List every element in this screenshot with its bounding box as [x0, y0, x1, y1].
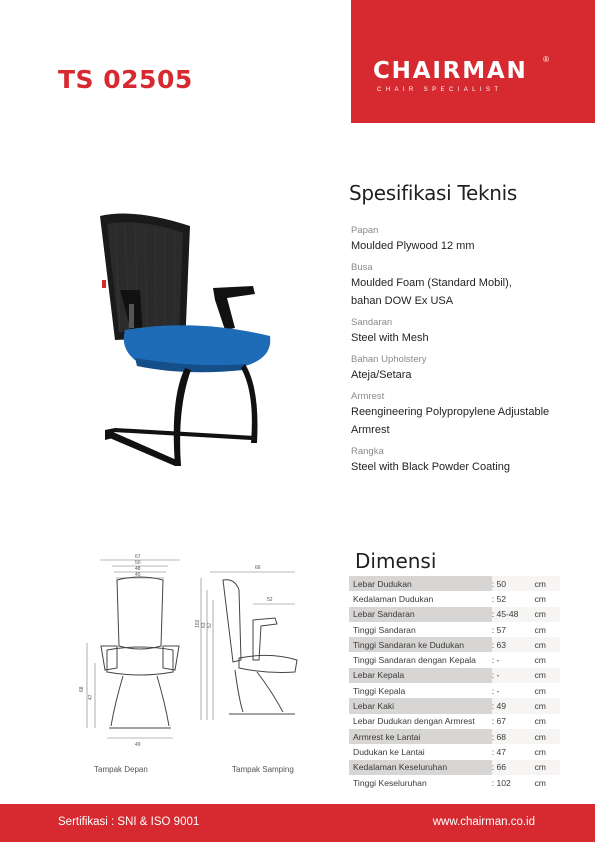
- dimension-unit: cm: [534, 716, 546, 727]
- spec-value: Ateja/Setara: [351, 369, 412, 381]
- spec-label: Busa: [351, 262, 373, 273]
- chair-product-image: [95, 208, 275, 478]
- dimension-row: [349, 760, 560, 775]
- dimension-value: [492, 652, 535, 667]
- dimension-row: [349, 668, 560, 683]
- side-view-drawing: [195, 560, 305, 725]
- dimension-number: 68: [496, 731, 507, 742]
- spec-value: Moulded Plywood 12 mm: [351, 240, 475, 252]
- separator: :: [491, 593, 497, 604]
- dimension-label: Lebar Kaki: [353, 701, 395, 712]
- separator: :: [491, 685, 497, 696]
- dimension-row: [349, 698, 560, 713]
- dimension-value: [492, 576, 535, 591]
- spec-item: [351, 224, 586, 255]
- spec-title: Spesifikasi Teknis: [349, 181, 518, 205]
- dimension-row: [349, 714, 560, 729]
- separator: :: [491, 609, 497, 620]
- spec-value: Moulded Foam (Standard Mobil), bahan DOW Ex USA: [351, 277, 512, 307]
- dimension-table: [349, 576, 560, 790]
- spec-label: Papan: [351, 225, 379, 236]
- separator: :: [491, 639, 497, 650]
- dimension-value: [492, 591, 535, 606]
- dimension-row: [349, 637, 560, 652]
- dimension-unit: cm: [534, 685, 546, 696]
- spec-value: Steel with Black Powder Coating: [351, 461, 510, 473]
- dimension-number: -: [496, 670, 500, 681]
- dimension-unit: cm: [535, 760, 561, 775]
- brand-tagline: CHAIR SPECIALIST: [377, 87, 503, 93]
- separator: :: [491, 762, 497, 773]
- spec-value: Steel with Mesh: [351, 332, 429, 344]
- dim-label: 45: [135, 572, 141, 578]
- separator: :: [491, 655, 497, 666]
- dimension-number: 52: [496, 593, 507, 604]
- separator: :: [491, 578, 497, 589]
- brand-name: CHAIRMAN: [373, 58, 528, 84]
- dim-label: 63: [201, 622, 207, 628]
- dimension-row: [349, 591, 560, 606]
- footer-bar: [0, 804, 595, 842]
- dim-label: 102: [195, 619, 201, 628]
- separator: :: [491, 670, 497, 681]
- certification-text: Sertifikasi : SNI & ISO 9001: [58, 816, 200, 828]
- spec-value: Reengineering Polypropylene Adjustable Armrest: [351, 406, 550, 436]
- dimension-value: [492, 668, 535, 683]
- brand-logo-box: [351, 0, 595, 123]
- dimension-label: Kedalaman Dudukan: [353, 593, 434, 604]
- dimension-value: [492, 622, 535, 637]
- dimension-row: [349, 729, 560, 744]
- separator: :: [491, 716, 497, 727]
- spec-item: [351, 316, 586, 347]
- dimension-label: Dudukan ke Lantai: [353, 746, 425, 757]
- dimension-unit: cm: [535, 576, 561, 591]
- spec-label: Sandaran: [351, 317, 393, 328]
- dimension-number: 67: [496, 716, 507, 727]
- dim-label: 49: [135, 742, 141, 748]
- dimension-value: [492, 683, 535, 698]
- dimension-number: 57: [496, 624, 507, 635]
- dimension-number: 66: [496, 762, 507, 773]
- dimension-row: [349, 744, 560, 759]
- dim-label: 57: [207, 622, 213, 628]
- dimension-unit: cm: [534, 593, 546, 604]
- dim-label: 68: [79, 686, 85, 692]
- dim-label: 47: [88, 694, 94, 700]
- dimension-label: Tinggi Kepala: [353, 685, 406, 696]
- dimension-row: [349, 622, 560, 637]
- dimension-label: Tinggi Sandaran ke Dudukan: [353, 639, 464, 650]
- spec-label: Armrest: [351, 391, 385, 402]
- dimension-number: -: [496, 685, 500, 696]
- dimension-label: Lebar Kepala: [353, 670, 405, 681]
- dimension-value: [492, 714, 535, 729]
- separator: :: [491, 701, 497, 712]
- dimension-unit: cm: [534, 777, 546, 788]
- spec-item: [351, 261, 586, 310]
- dimension-label: Kedalaman Keseluruhan: [353, 762, 448, 773]
- separator: :: [491, 624, 497, 635]
- dimension-value: [492, 729, 535, 744]
- dim-label: 48: [135, 566, 141, 572]
- dim-label: 66: [255, 565, 261, 571]
- dimension-unit: cm: [535, 637, 561, 652]
- separator: :: [491, 731, 497, 742]
- side-view-caption: Tampak Samping: [232, 765, 294, 774]
- dimension-row: [349, 652, 560, 667]
- dimension-value: [492, 760, 535, 775]
- dimension-label: Lebar Dudukan dengan Armrest: [353, 716, 475, 727]
- spec-item: [351, 390, 586, 439]
- dimension-value: [492, 607, 535, 622]
- dimension-unit: cm: [535, 698, 561, 713]
- dimension-row: [349, 607, 560, 622]
- front-view-caption: Tampak Depan: [94, 765, 148, 774]
- dimension-value: [492, 744, 535, 759]
- spec-list: [351, 224, 586, 482]
- dimension-unit: cm: [534, 655, 546, 666]
- dimension-number: 63: [496, 639, 507, 650]
- dimension-label: Tinggi Keseluruhan: [353, 777, 427, 788]
- dim-label: 50: [135, 560, 141, 566]
- dimension-value: [492, 637, 535, 652]
- spec-item: [351, 445, 586, 476]
- dimension-value: [492, 775, 535, 790]
- dimension-label: Tinggi Sandaran dengan Kepala: [353, 655, 476, 666]
- dimension-row: [349, 683, 560, 698]
- dimension-number: 45-48: [496, 609, 519, 620]
- dimension-label: Tinggi Sandaran: [353, 624, 416, 635]
- website-link[interactable]: www.chairman.co.id: [432, 816, 535, 828]
- dimension-number: 50: [496, 578, 507, 589]
- dimension-number: 49: [496, 701, 507, 712]
- dimension-number: -: [496, 655, 500, 666]
- dimension-unit: cm: [535, 607, 561, 622]
- dimension-number: 47: [496, 746, 507, 757]
- dimension-unit: cm: [534, 746, 546, 757]
- dim-label: 67: [135, 554, 141, 560]
- dimension-unit: cm: [534, 624, 546, 635]
- dimension-row: [349, 576, 560, 591]
- spec-label: Rangka: [351, 446, 384, 457]
- dimension-label: Lebar Sandaran: [353, 609, 415, 620]
- separator: :: [491, 746, 497, 757]
- dimension-title: Dimensi: [355, 549, 437, 573]
- dimension-number: 102: [496, 777, 511, 788]
- registered-mark: ®: [543, 55, 549, 64]
- model-title: TS 02505: [58, 65, 193, 94]
- dimension-unit: cm: [535, 729, 561, 744]
- dimension-value: [492, 698, 535, 713]
- dimension-row: [349, 775, 560, 790]
- dim-label: 52: [267, 597, 273, 603]
- separator: :: [491, 777, 497, 788]
- spec-item: [351, 353, 586, 384]
- front-view-drawing: [75, 548, 190, 753]
- dimension-unit: cm: [535, 668, 561, 683]
- spec-label: Bahan Upholstery: [351, 354, 427, 365]
- dimension-label: Armrest ke Lantai: [353, 731, 421, 742]
- dimension-label: Lebar Dudukan: [353, 578, 412, 589]
